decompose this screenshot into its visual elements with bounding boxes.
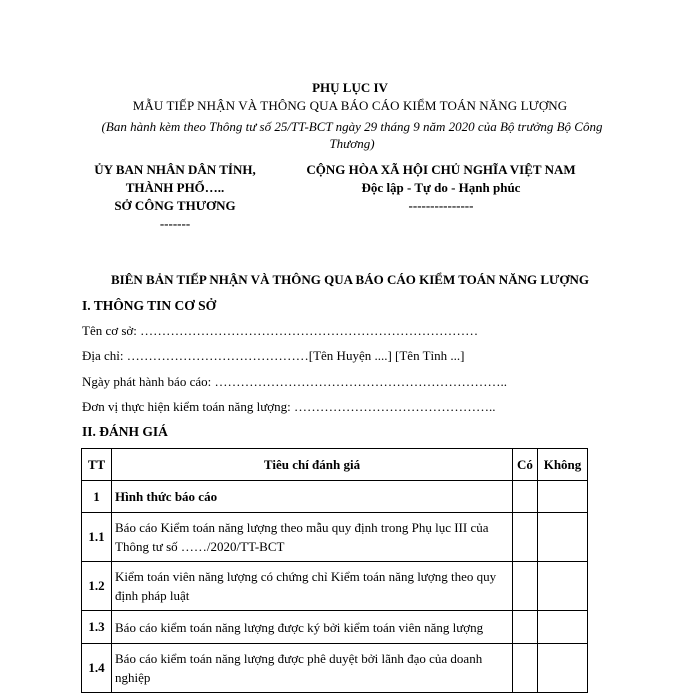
table-row [82, 611, 588, 644]
criteria-text: Báo cáo Kiểm toán năng lượng theo mẫu quy định trong Phụ lục III của Thông tư số ……/2020/TT-BCT [112, 513, 513, 562]
criteria-text: Báo cáo kiểm toán năng lượng được ký bởi kiểm toán viên năng lượng [112, 611, 513, 644]
authority-line-2: THÀNH PHỐ….. [125, 180, 225, 195]
section-heading-facility-info: I. THÔNG TIN CƠ SỞ [82, 298, 217, 313]
no-cell[interactable] [538, 611, 588, 644]
header-criteria: Tiêu chí đánh giá [112, 449, 513, 481]
issuance-note: (Ban hành kèm theo Thông tư số 25/TT-BCT ngày 29 tháng 9 năm 2020 của Bộ trưởng Bộ Công Thương) [101, 119, 603, 151]
table-row [82, 481, 588, 513]
yes-cell[interactable] [513, 513, 538, 562]
form-title: MẪU TIẾP NHẬN VÀ THÔNG QUA BÁO CÁO KIỂM TOÁN NĂNG LƯỢNG [132, 98, 568, 113]
audit-unit-field: Đơn vị thực hiện kiểm toán năng lượng: ……………………………………….. [82, 399, 496, 414]
row-number: 1.3 [82, 611, 112, 644]
no-cell[interactable] [538, 481, 588, 513]
appendix-title: PHỤ LỤC IV [312, 80, 388, 95]
header-yes: Có [513, 449, 538, 481]
yes-cell[interactable] [513, 644, 538, 693]
table-row [82, 513, 588, 562]
authority-line-3: SỞ CÔNG THƯƠNG [114, 198, 236, 213]
no-cell[interactable] [538, 644, 588, 693]
minutes-title: BIÊN BẢN TIẾP NHẬN VÀ THÔNG QUA BÁO CÁO KIỂM TOÁN NĂNG LƯỢNG [111, 272, 589, 287]
table-row [82, 644, 588, 693]
header-no: Không [538, 449, 588, 481]
row-number: 1.2 [82, 562, 112, 611]
address-field: Địa chỉ: ……………………………………[Tên Huyện ....] [Tên Tỉnh ...] [82, 348, 465, 363]
row-number: 1.4 [82, 644, 112, 693]
row-number: 1.1 [82, 513, 112, 562]
section-heading-evaluation: II. ĐÁNH GIÁ [82, 424, 168, 439]
authority-line-1: ỦY BAN NHÂN DÂN TỈNH, [94, 162, 256, 177]
criteria-group: Hình thức báo cáo [112, 481, 513, 513]
criteria-text: Báo cáo kiểm toán năng lượng được phê duyệt bởi lãnh đạo của doanh nghiệp [112, 644, 513, 693]
no-cell[interactable] [538, 562, 588, 611]
authority-divider: ------- [159, 216, 191, 231]
yes-cell[interactable] [513, 562, 538, 611]
facility-name-field: Tên cơ sở: …………………………………………………………………… [82, 323, 479, 338]
motto-divider: --------------- [408, 198, 474, 213]
row-number: 1 [82, 481, 112, 513]
country-name: CỘNG HÒA XÃ HỘI CHỦ NGHĨA VIỆT NAM [306, 162, 576, 177]
table-row [82, 562, 588, 611]
yes-cell[interactable] [513, 611, 538, 644]
national-motto-header [276, 161, 606, 215]
evaluation-table [81, 448, 588, 693]
report-date-field: Ngày phát hành báo cáo: ………………………………………………………….. [82, 374, 507, 389]
motto: Độc lập - Tự do - Hạnh phúc [361, 180, 521, 195]
table-header-row [82, 449, 588, 481]
yes-cell[interactable] [513, 481, 538, 513]
issuing-authority-header [70, 161, 280, 233]
header-tt: TT [82, 449, 112, 481]
criteria-text: Kiểm toán viên năng lượng có chứng chỉ Kiểm toán năng lượng theo quy định pháp luật [112, 562, 513, 611]
no-cell[interactable] [538, 513, 588, 562]
